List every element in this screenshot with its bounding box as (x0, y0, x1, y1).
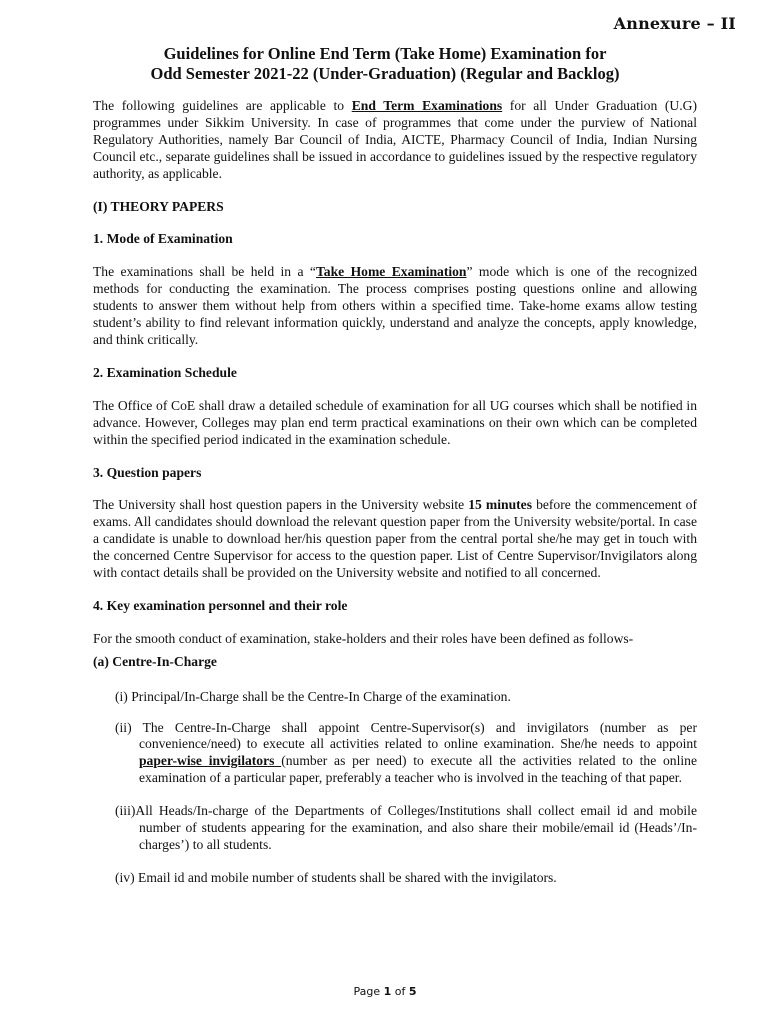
item2-text-end: (number as per need) to execute all the activities related to the online examination of a particular paper, preferably a teacher who is involved in the teaching of that paper. (139, 753, 697, 786)
item2-emphasis: paper-wise invigilators (139, 753, 282, 769)
s2-paragraph: The Office of CoE shall draw a detailed schedule of examination for all UG courses which shall be notified in advance. However, Colleges may plan end term practical examinations on their own which can be completed within the specified period indicated in the examination schedule. (93, 397, 697, 447)
document-body (93, 98, 697, 887)
title-line-2: Odd Semester 2021-22 (Under-Graduation) (Regular and Backlog) (150, 64, 620, 83)
s3-heading: 3. Question papers (93, 464, 202, 480)
intro-emphasis: End Term Examinations (351, 98, 503, 113)
intro-text-start: The following guidelines are applicable to (93, 98, 352, 113)
intro-text-end: for all Under Graduation (U.G) programmes under Sikkim University. In case of programmes that come under the purview of National Regulatory Authorities, namely Bar Council of India, AICTE, Pharmacy Council of India, Indian Nursing Council etc., separate guidelines shall be issued in accordance to guidelines issued by the respective regulatory authority, as applicable. (93, 98, 697, 181)
s1-heading: 1. Mode of Examination (93, 231, 233, 247)
s1-paragraph (93, 264, 697, 349)
footer-of: of (391, 985, 409, 998)
s2-heading: 2. Examination Schedule (93, 364, 237, 380)
footer-page-number: 1 (383, 985, 392, 998)
s3-emphasis: 15 minutes (468, 497, 532, 513)
footer-page-total: 5 (408, 985, 417, 998)
list-item: (iv) Email id and mobile number of students shall be shared with the invigilators. (115, 869, 557, 885)
list-item: (iii)All Heads/In-charge of the Departments of Colleges/Institutions shall collect email id and mobile number of students appearing for the examination, and also share their mobile/email id (Heads’/In-charges’) to all students. (115, 803, 697, 852)
annexure-label: Annexure – II (613, 14, 736, 33)
s4-paragraph: For the smooth conduct of examination, stake-holders and their roles have been defined as follows- (93, 630, 634, 646)
s3-paragraph (93, 497, 697, 582)
s3-text-start: The University shall host question papers in the University website (93, 497, 469, 513)
title-line-1: Guidelines for Online End Term (Take Home) Examination for (163, 44, 607, 63)
section-theory-heading: (I) THEORY PAPERS (93, 198, 224, 214)
footer-page-label: Page (353, 985, 384, 998)
list-item (93, 720, 697, 788)
page-footer (0, 985, 770, 998)
item2-text-start: (ii) The Centre-In-Charge shall appoint Centre-Supervisor(s) and invigilators (number as per convenience/need) to execute all activities related to online examination. She/he needs to appoint (115, 719, 697, 752)
s1-text-start: The examinations shall be held in a “ (93, 264, 316, 280)
intro-paragraph (93, 98, 697, 183)
s4-heading: 4. Key examination personnel and their role (93, 597, 348, 613)
s1-emphasis: Take Home Examination (315, 264, 467, 280)
s1-text-end: ” mode which is one of the recognized methods for conducting the examination. The process comprises posting questions online and allowing students to answer them without help from others within a specified time. Take-home exams allow testing student’s ability to find relevant information quickly, understand and analyze the concepts, apply knowledge, and think critically. (93, 264, 697, 347)
s4-sub-heading: (a) Centre-In-Charge (93, 653, 217, 669)
list-item: (i) Principal/In-Charge shall be the Centre-In Charge of the examination. (115, 688, 511, 704)
document-title (60, 44, 710, 84)
s3-text-end: before the commencement of exams. All candidates should download the relevant question paper from the University website/portal. In case a candidate is unable to download her/his question paper from the central portal she/he may get in touch with the concerned Centre Supervisor for access to the question paper. List of Centre Supervisor/Invigilators along with contact details shall be provided on the University website and notified to all concerned. (93, 497, 697, 581)
